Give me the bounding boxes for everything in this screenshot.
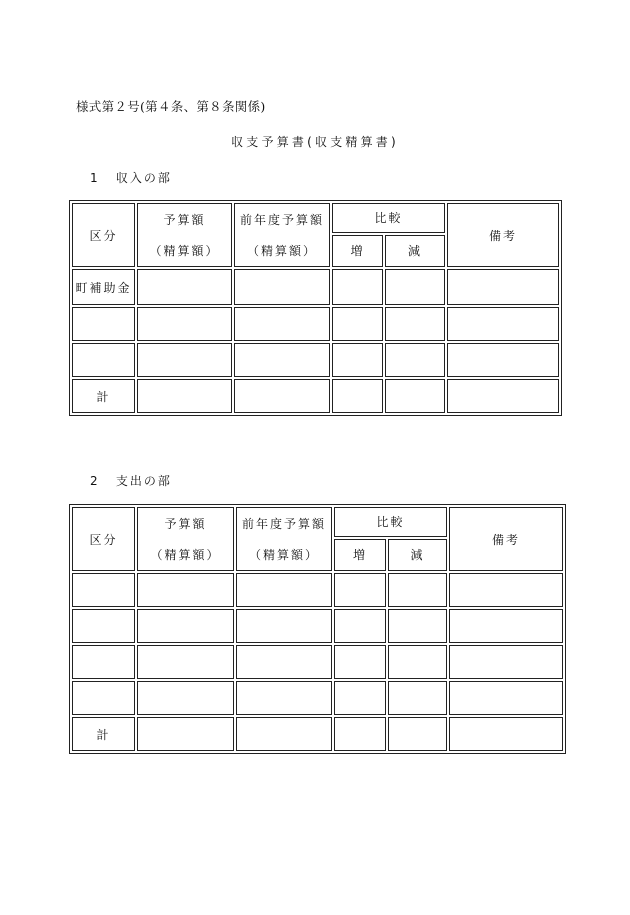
remarks-cell: [449, 645, 563, 679]
prev-budget-cell: [234, 379, 330, 413]
increase-cell: [334, 645, 386, 679]
header-prev-budget-label: 前年度予算額: [241, 517, 326, 531]
header-decrease: 減: [385, 235, 445, 267]
header-budget-sub: （精算額）: [150, 548, 221, 562]
table-row: [72, 307, 559, 341]
row-category-cell: [72, 609, 135, 643]
budget-cell: [137, 609, 234, 643]
total-label: 計: [72, 717, 135, 751]
increase-cell: [332, 269, 383, 305]
header-prev-budget-label: 前年度予算額: [239, 213, 324, 227]
decrease-cell: [385, 307, 445, 341]
expense-section-heading: [90, 472, 172, 489]
decrease-cell: [385, 269, 445, 305]
header-remarks: 備考: [447, 203, 559, 267]
header-comparison: 比較: [332, 203, 445, 233]
header-comparison: 比較: [334, 507, 447, 537]
header-category: 区分: [72, 203, 135, 267]
table-row: [72, 645, 563, 679]
budget-cell: [137, 645, 234, 679]
header-decrease: 減: [388, 539, 447, 571]
row-category-cell: [72, 343, 135, 377]
budget-cell: [137, 307, 232, 341]
row-category-cell: 町補助金: [72, 269, 135, 305]
prev-budget-cell: [236, 717, 332, 751]
budget-cell: [137, 681, 234, 715]
income-section-number: 1: [90, 171, 100, 185]
header-prev-budget: [234, 203, 330, 267]
increase-cell: [334, 681, 386, 715]
decrease-cell: [388, 717, 447, 751]
row-category-cell: [72, 573, 135, 607]
budget-cell: [137, 343, 232, 377]
table-row: [72, 573, 563, 607]
decrease-cell: [385, 343, 445, 377]
increase-cell: [334, 573, 386, 607]
remarks-cell: [449, 681, 563, 715]
budget-cell: [137, 379, 232, 413]
decrease-cell: [388, 609, 447, 643]
header-prev-budget-sub: （精算額）: [246, 244, 317, 258]
budget-cell: [137, 717, 234, 751]
remarks-cell: [449, 573, 563, 607]
remarks-cell: [447, 379, 559, 413]
header-category: 区分: [72, 507, 135, 571]
prev-budget-cell: [236, 573, 332, 607]
row-category-cell: [72, 681, 135, 715]
remarks-cell: [447, 269, 559, 305]
increase-cell: [334, 717, 386, 751]
income-table: [69, 200, 562, 416]
prev-budget-cell: [236, 609, 332, 643]
total-row: [72, 379, 559, 413]
prev-budget-cell: [234, 269, 330, 305]
budget-cell: [137, 269, 232, 305]
document-title: 収支予算書(収支精算書): [231, 135, 399, 149]
expense-table: [69, 504, 566, 754]
increase-cell: [334, 609, 386, 643]
table-row: [72, 681, 563, 715]
total-label: 計: [72, 379, 135, 413]
header-budget-label: 予算額: [164, 517, 207, 531]
table-row: [72, 343, 559, 377]
remarks-cell: [447, 307, 559, 341]
remarks-cell: [449, 609, 563, 643]
header-budget-label: 予算額: [163, 213, 206, 227]
row-category-cell: [72, 307, 135, 341]
header-budget-sub: （精算額）: [149, 244, 220, 258]
decrease-cell: [385, 379, 445, 413]
header-remarks: 備考: [449, 507, 563, 571]
decrease-cell: [388, 573, 447, 607]
remarks-cell: [449, 717, 563, 751]
header-prev-budget: [236, 507, 332, 571]
prev-budget-cell: [234, 343, 330, 377]
table-row: [72, 269, 559, 305]
table-row: [72, 609, 563, 643]
prev-budget-cell: [236, 681, 332, 715]
expense-section-title: 支出の部: [115, 474, 172, 488]
increase-cell: [332, 379, 383, 413]
header-increase: 増: [334, 539, 386, 571]
income-section-title: 収入の部: [115, 171, 172, 185]
row-category-cell: [72, 645, 135, 679]
header-prev-budget-sub: （精算額）: [248, 548, 319, 562]
income-section-heading: [90, 169, 172, 186]
prev-budget-cell: [234, 307, 330, 341]
remarks-cell: [447, 343, 559, 377]
budget-cell: [137, 573, 234, 607]
prev-budget-cell: [236, 645, 332, 679]
header-increase: 増: [332, 235, 383, 267]
increase-cell: [332, 307, 383, 341]
header-budget: [137, 203, 232, 267]
header-budget: [137, 507, 234, 571]
decrease-cell: [388, 681, 447, 715]
total-row: [72, 717, 563, 751]
expense-section-number: 2: [90, 474, 100, 488]
decrease-cell: [388, 645, 447, 679]
increase-cell: [332, 343, 383, 377]
form-number-label: 様式第２号(第４条、第８条関係): [76, 99, 266, 114]
